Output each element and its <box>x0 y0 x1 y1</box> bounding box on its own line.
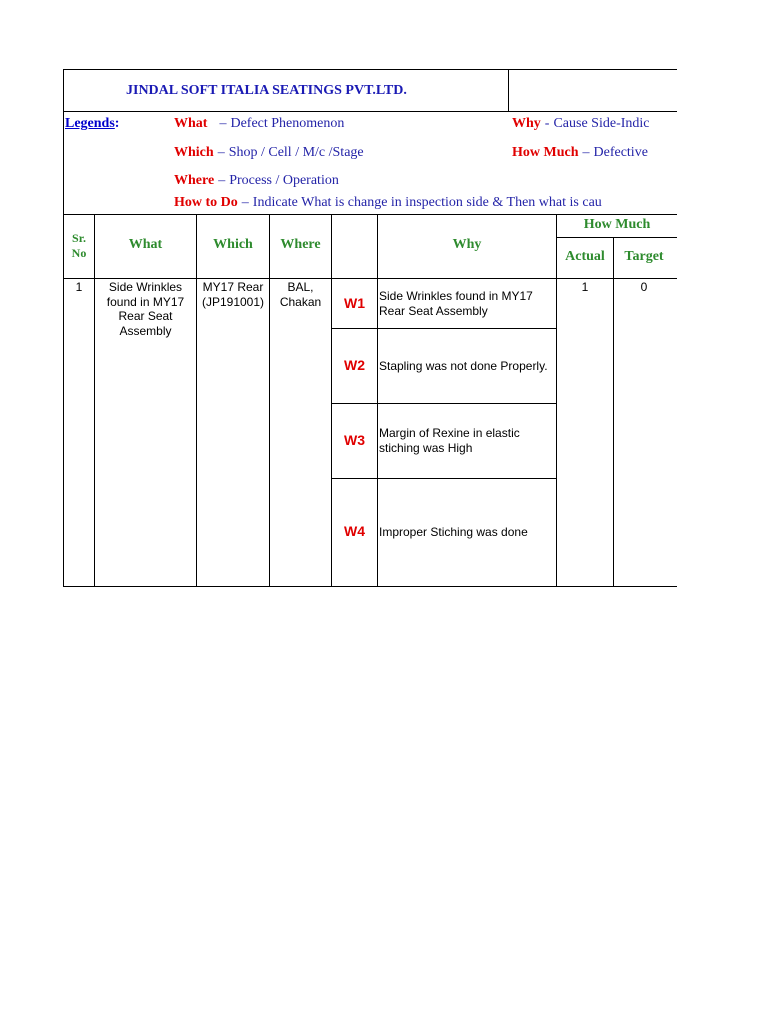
legends-heading <box>65 114 119 132</box>
header-target: Target <box>624 249 664 264</box>
why-divider-2 <box>331 403 557 404</box>
spreadsheet-form <box>63 69 677 587</box>
legend-how-to-do-text: Indicate What is change in inspection side & Then what is cau <box>252 195 602 210</box>
legend-how-to-do <box>174 193 602 211</box>
header-actual: Actual <box>565 249 605 264</box>
legend-how-much-key: How Much <box>512 145 579 160</box>
legends-label: Legends <box>65 116 115 131</box>
why-divider-1 <box>331 328 557 329</box>
legend-how-to-do-dash: – <box>241 195 249 210</box>
col-divider-what <box>196 214 197 586</box>
legend-what-dash: – <box>219 116 227 131</box>
why-code-4: W4 <box>344 523 365 539</box>
legends-colon: : <box>114 116 120 131</box>
company-title: JINDAL SOFT ITALIA SEATINGS PVT.LTD. <box>126 83 407 98</box>
cell-actual: 1 <box>581 280 589 294</box>
legend-why-dash: - <box>544 116 550 131</box>
legend-why <box>512 114 650 132</box>
why-text-3: Margin of Rexine in elastic stiching was High <box>379 426 520 455</box>
legend-how-much <box>512 143 648 161</box>
legend-where <box>174 171 339 189</box>
legend-how-much-dash: – <box>582 145 590 160</box>
header-where: Where <box>280 237 321 252</box>
legend-what-key: What <box>174 116 208 131</box>
legend-divider <box>64 214 677 215</box>
legend-where-dash: – <box>218 173 226 188</box>
legend-what <box>174 114 344 132</box>
why-text-1: Side Wrinkles found in MY17 Rear Seat Assembly <box>379 289 533 318</box>
why-code-3: W3 <box>344 432 365 448</box>
header-which: Which <box>213 237 253 252</box>
legend-why-text: Cause Side-Indic <box>553 116 650 131</box>
col-divider-code <box>377 214 378 586</box>
legend-where-key: Where <box>174 173 215 188</box>
legend-how-much-text: Defective <box>593 145 648 160</box>
legend-what-text: Defect Phenomenon <box>230 116 345 131</box>
why-code-2: W2 <box>344 357 365 373</box>
why-text-4: Improper Stiching was done <box>379 525 528 539</box>
legend-which <box>174 143 364 161</box>
why-text-2: Stapling was not done Properly. <box>379 359 548 373</box>
title-box-divider <box>508 70 509 112</box>
legend-which-dash: – <box>217 145 225 160</box>
col-divider-which <box>269 214 270 586</box>
col-divider-sr <box>94 214 95 586</box>
legend-where-text: Process / Operation <box>229 173 339 188</box>
header-why: Why <box>452 237 482 252</box>
legend-which-key: Which <box>174 145 214 160</box>
cell-target: 0 <box>640 280 648 294</box>
legend-how-to-do-key: How to Do <box>174 195 238 210</box>
legend-why-key: Why <box>512 116 541 131</box>
why-code-1: W1 <box>344 295 365 311</box>
col-divider-why <box>556 214 557 586</box>
header-how-much: How Much <box>583 217 651 232</box>
cell-what: Side Wrinkles found in MY17 Rear Seat Assembly <box>106 280 185 338</box>
header-divider <box>64 278 677 279</box>
cell-where: BAL, Chakan <box>279 280 322 309</box>
header-what: What <box>128 237 163 252</box>
how-much-subheader-divider <box>556 237 677 238</box>
header-sr-no: Sr. No <box>71 231 87 260</box>
why-divider-3 <box>331 478 557 479</box>
cell-which: MY17 Rear (JP191001) <box>201 280 265 309</box>
cell-sr-no: 1 <box>75 280 83 294</box>
title-divider <box>64 111 677 112</box>
legend-which-text: Shop / Cell / M/c /Stage <box>228 145 364 160</box>
